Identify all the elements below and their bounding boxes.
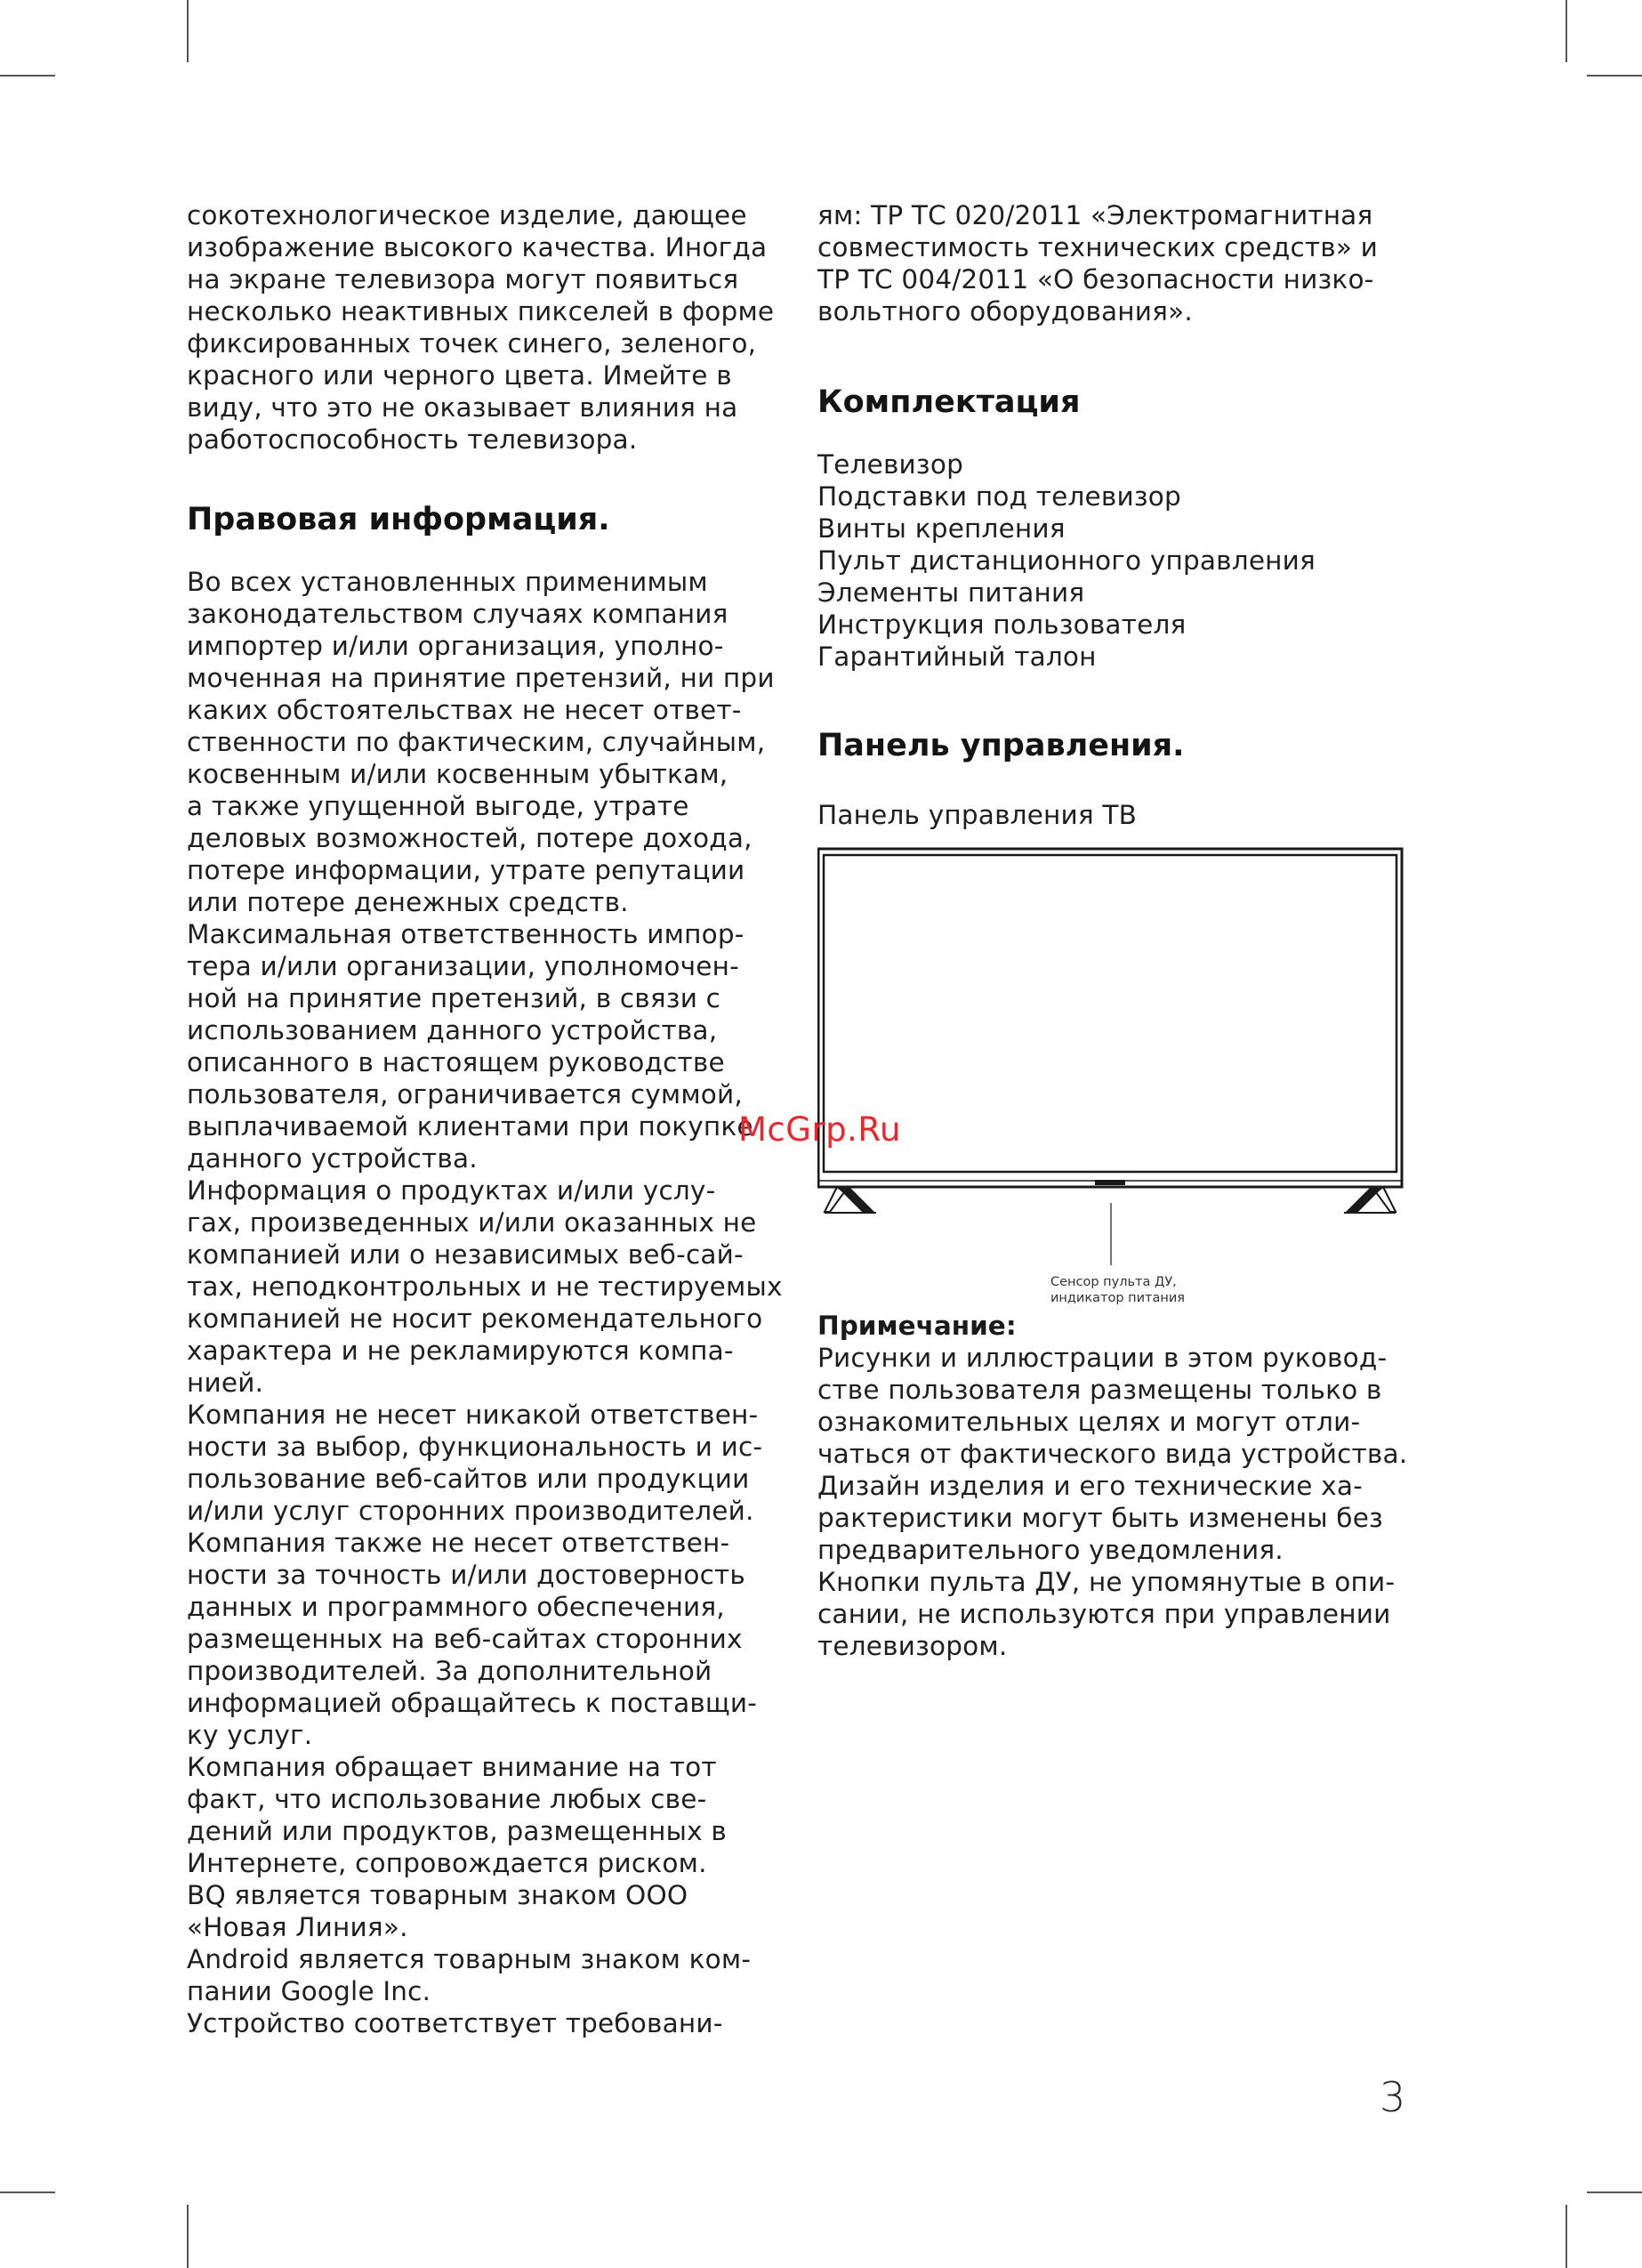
- text-line: ку услуг.: [187, 1720, 313, 1750]
- text-line: Устройство соответствует требовани-: [187, 2008, 723, 2038]
- text-line: или потере денежных средств.: [187, 887, 629, 917]
- continuation-paragraph: [817, 199, 1440, 327]
- text-line: BQ является товарным знаком ООО: [187, 1880, 688, 1910]
- text-line: ственности по фактическим, случайным,: [187, 727, 766, 757]
- text-line: сании, не используются при управлении: [817, 1599, 1391, 1629]
- legal-paragraph: [187, 566, 787, 2039]
- text-line: виду, что это не оказывает влияния на: [187, 392, 738, 423]
- sensor-caption: [1050, 1274, 1185, 1306]
- list-item: Инструкция пользователя: [817, 609, 1187, 640]
- text-line: данных и программного обеспечения,: [187, 1592, 725, 1622]
- text-line: а также упущенной выгоде, утрате: [187, 791, 689, 821]
- text-line: Информация о продуктах и/или услу-: [187, 1175, 716, 1206]
- text-line: Компания также не несет ответствен-: [187, 1528, 730, 1558]
- text-line: чаться от фактического вида устройства.: [817, 1439, 1408, 1469]
- left-column: [187, 199, 787, 2039]
- text-line: данного устройства.: [187, 1143, 478, 1174]
- crop-mark: [187, 2205, 189, 2268]
- list-item: Подставки под телевизор: [817, 481, 1181, 512]
- intro-paragraph: [187, 199, 787, 456]
- text-line: Рисунки и иллюстрации в этом руковод-: [817, 1343, 1388, 1373]
- text-line: законодательством случаях компания: [187, 599, 728, 629]
- note-title: Примечание:: [817, 1311, 1017, 1341]
- right-column: [817, 199, 1440, 1662]
- text-line: сокотехнологическое изделие, дающее: [187, 200, 747, 230]
- text-line: ознакомительных целях и могут отли-: [817, 1407, 1361, 1437]
- text-line: тера и/или организации, уполномочен-: [187, 951, 739, 981]
- tv-figure: [817, 847, 1405, 1310]
- legal-heading: Правовая информация.: [187, 502, 610, 537]
- text-line: Android является товарным знаком ком-: [187, 1944, 752, 1974]
- text-line: гах, произведенных и/или оказанных не: [187, 1207, 757, 1238]
- list-item: Гарантийный талон: [817, 642, 1097, 672]
- text-line: Дизайн изделия и его технические ха-: [817, 1471, 1363, 1501]
- panel-heading: Панель управления.: [817, 728, 1185, 763]
- text-line: ной на принятие претензий, в связи с: [187, 983, 721, 1013]
- text-line: описанного в настоящем руководстве: [187, 1047, 725, 1078]
- text-line: каких обстоятельствах не несет ответ-: [187, 695, 742, 725]
- text-line: Компания не несет никакой ответствен-: [187, 1400, 759, 1430]
- text-line: дений или продуктов, размещенных в: [187, 1816, 727, 1846]
- text-line: ТР ТС 004/2011 «О безопасности низко-: [817, 264, 1374, 295]
- text-line: компанией или о независимых веб-сай-: [187, 1239, 744, 1270]
- text-line: импортер и/или организация, уполно-: [187, 631, 724, 661]
- text-line: деловых возможностей, потере дохода,: [187, 823, 753, 853]
- panel-subtitle: Панель управления ТВ: [817, 800, 1138, 830]
- text-line: использованием данного устройства,: [187, 1015, 718, 1045]
- tv-illustration: [817, 847, 1405, 1274]
- text-line: нией.: [187, 1368, 264, 1398]
- sensor-caption-line2: индикатор питания: [1050, 1291, 1185, 1305]
- text-line: косвенным и/или косвенным убыткам,: [187, 759, 728, 789]
- text-line: вольтного оборудования».: [817, 296, 1193, 327]
- text-line: несколько неактивных пикселей в форме: [187, 296, 775, 327]
- note-paragraph: [817, 1342, 1440, 1662]
- text-line: Максимальная ответственность импор-: [187, 919, 745, 949]
- text-line: моченная на принятие претензий, ни при: [187, 663, 775, 693]
- tv-outer-frame: [818, 849, 1402, 1187]
- crop-mark: [187, 0, 189, 62]
- text-line: потере информации, утрате репутации: [187, 855, 745, 885]
- crop-mark: [1587, 2191, 1642, 2193]
- text-line: пании Google Inc.: [187, 1976, 431, 2006]
- text-line: компанией не носит рекомендательного: [187, 1303, 763, 1334]
- text-line: Кнопки пульта ДУ, не упомянутые в опи-: [817, 1567, 1396, 1597]
- text-line: изображение высокого качества. Иногда: [187, 232, 768, 262]
- text-line: характера и не рекламируются компа-: [187, 1336, 734, 1366]
- tv-stand-left-outline: [825, 1187, 844, 1212]
- text-line: телевизором.: [817, 1631, 1008, 1661]
- crop-mark: [1566, 2205, 1567, 2268]
- crop-mark: [1566, 0, 1567, 62]
- crop-mark: [0, 75, 55, 77]
- page-number: 3: [1380, 2073, 1406, 2121]
- text-line: стве пользователя размещены только в: [817, 1375, 1382, 1405]
- text-line: тах, неподконтрольных и не тестируемых: [187, 1271, 783, 1302]
- text-line: рактеристики могут быть изменены без: [817, 1503, 1383, 1533]
- text-line: производителей. За дополнительной: [187, 1656, 712, 1686]
- remote-sensor: [1095, 1180, 1125, 1185]
- text-line: пользователя, ограничивается суммой,: [187, 1079, 744, 1110]
- list-item: Пульт дистанционного управления: [817, 545, 1316, 576]
- text-line: и/или услуг сторонних производителей.: [187, 1496, 754, 1526]
- text-line: фиксированных точек синего, зеленого,: [187, 328, 757, 359]
- text-line: предварительного уведомления.: [817, 1535, 1284, 1565]
- text-line: пользование веб-сайтов или продукции: [187, 1464, 750, 1494]
- text-line: выплачиваемой клиентами при покупке: [187, 1111, 753, 1142]
- text-line: красного или черного цвета. Имейте в: [187, 360, 732, 391]
- text-line: Во всех установленных применимым: [187, 567, 708, 597]
- text-line: факт, что использование любых све-: [187, 1784, 707, 1814]
- watermark: McGrp.Ru: [738, 1110, 901, 1149]
- text-line: информацией обращайтесь к поставщи-: [187, 1688, 758, 1718]
- list-item: Винты крепления: [817, 513, 1066, 544]
- crop-mark: [0, 2191, 55, 2193]
- crop-mark: [1587, 75, 1642, 77]
- text-line: совместимость технических средств» и: [817, 232, 1379, 262]
- text-line: размещенных на веб-сайтах сторонних: [187, 1624, 743, 1654]
- text-line: Интернете, сопровождается риском.: [187, 1848, 707, 1878]
- tv-screen: [824, 855, 1397, 1172]
- list-item: Телевизор: [817, 449, 963, 480]
- text-line: работоспособность телевизора.: [187, 424, 638, 455]
- text-line: ям: ТР ТС 020/2011 «Электромагнитная: [817, 200, 1373, 230]
- text-line: «Новая Линия».: [187, 1912, 408, 1942]
- sensor-caption-line1: Сенсор пульта ДУ,: [1050, 1275, 1177, 1289]
- text-line: ности за точность и/или достоверность: [187, 1560, 745, 1590]
- text-line: ности за выбор, функциональность и ис-: [187, 1432, 763, 1462]
- package-heading: Комплектация: [817, 384, 1081, 420]
- list-item: Элементы питания: [817, 577, 1085, 608]
- package-list: [817, 448, 1440, 673]
- tv-stand-right-outline: [1376, 1187, 1396, 1212]
- text-line: Компания обращает внимание на тот: [187, 1752, 717, 1782]
- text-line: на экране телевизора могут появиться: [187, 264, 739, 295]
